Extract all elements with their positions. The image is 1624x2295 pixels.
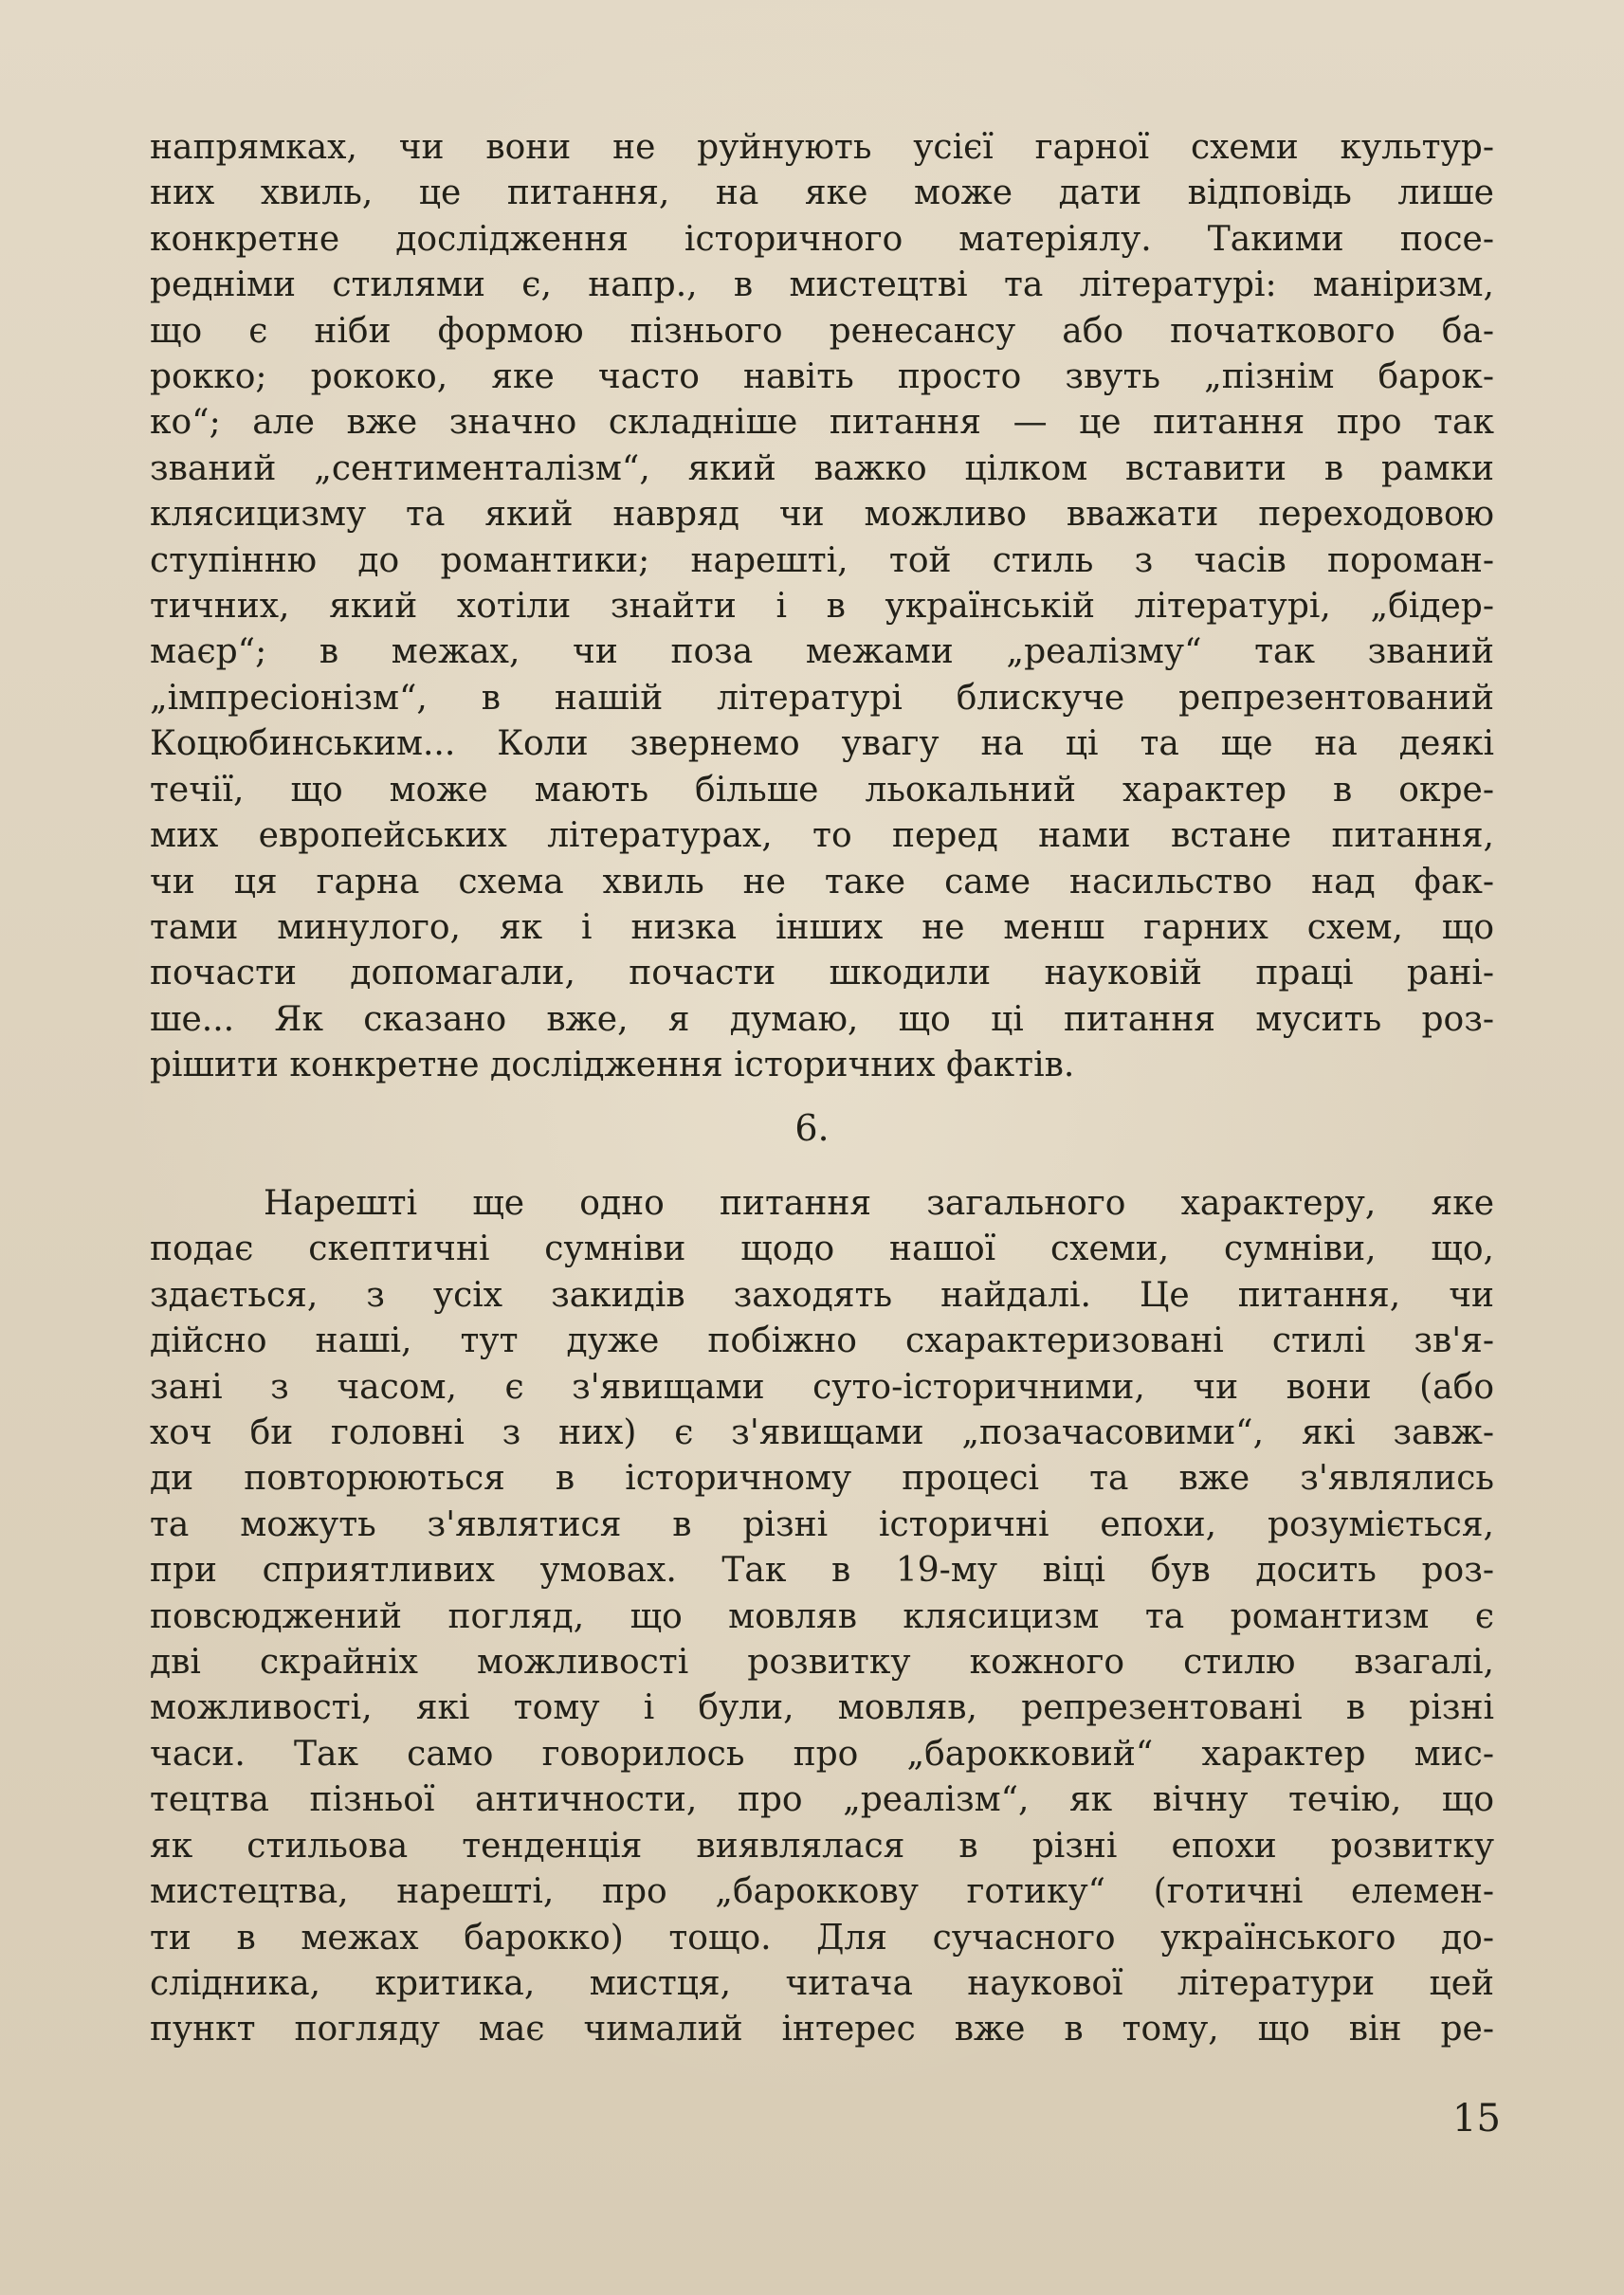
text-line: зані з часом, є з'явищами суто-історичними, чи вони (або — [150, 1367, 1494, 1407]
text-line: хоч би головні з них) є з'явищами „позачасовими“, які завж- — [150, 1413, 1494, 1453]
text-line: пункт погляду має чималий інтерес вже в тому, що він ре- — [150, 2010, 1494, 2049]
text-line: що є ніби формою пізнього ренесансу або початкового ба- — [150, 311, 1494, 351]
text-line: почасти допомагали, почасти шкодили науковій праці рані- — [150, 954, 1494, 993]
text-line: Нарешті ще одно питання загального характеру, яке — [264, 1184, 1494, 1223]
text-line: мих европейських літературах, то перед нами встане питання, — [150, 816, 1494, 856]
text-line: рокко; рококо, яке часто навіть просто звуть „пізнім барок- — [150, 357, 1494, 397]
text-line: подає скептичні сумніви щодо нашої схеми, сумніви, що, — [150, 1229, 1494, 1269]
paragraph-continued — [150, 125, 1494, 1089]
text-line: напрямках, чи вони не руйнують усієї гарної схеми культур- — [150, 128, 1494, 167]
text-line: повсюджений погляд, що мовляв клясицизм та романтизм є — [150, 1596, 1494, 1636]
text-line: рішити конкретне дослідження історичних фактів. — [150, 1046, 1075, 1085]
text-line: тами минулого, як і низка інших не менш гарних схем, що — [150, 907, 1494, 947]
text-line: слідника, критика, мистця, читача наукової літератури цей — [150, 1963, 1494, 2003]
section-number: 6. — [794, 1107, 830, 1149]
text-line: ди повторюються в історичному процесі та вже з'являлись — [150, 1459, 1494, 1499]
text-line: званий „сентименталізм“, який важко цілком вставити в рамки — [150, 448, 1494, 488]
text-line: течії, що може мають більше льокальний характер в окре- — [150, 770, 1494, 810]
text-line: можливості, які тому і були, мовляв, репрезентовані в різні — [150, 1688, 1494, 1728]
text-line: ко“; але вже значно складніше питання — це питання про так — [150, 403, 1494, 443]
text-line: Коцюбинським... Коли звернемо увагу на ці та ще на деякі — [150, 724, 1494, 764]
text-line: часи. Так само говорилось про „барокковий“ характер мис- — [150, 1734, 1494, 1774]
text-line: „імпресіонізм“, в нашій літературі блискуче репрезентований — [150, 678, 1494, 718]
text-line: дійсно наші, тут дуже побіжно схарактеризовані стилі зв'я- — [150, 1321, 1494, 1361]
text-line: дві скрайніх можливості розвитку кожного стилю взагалі, — [150, 1643, 1494, 1683]
text-line: як стильова тенденція виявлялася в різні епохи розвитку — [150, 1826, 1494, 1866]
text-line: ше... Як сказано вже, я думаю, що ці питання мусить роз- — [150, 999, 1494, 1039]
text-line: та можуть з'являтися в різні історичні епохи, розуміється, — [150, 1504, 1494, 1544]
text-line: тецтва пізньої античности, про „реалізм“, як вічну течію, що — [150, 1780, 1494, 1820]
text-line: ступінню до романтики; нарешті, той стиль з часів пороман- — [150, 540, 1494, 580]
text-line: при сприятливих умовах. Так в 19-му віці був досить роз- — [150, 1551, 1494, 1591]
text-line: мистецтва, нарешті, про „бароккову готику“ (готичні елемен- — [150, 1872, 1494, 1912]
text-line: редніми стилями є, напр., в мистецтві та літературі: маніризм, — [150, 265, 1494, 305]
text-line: тичних, який хотіли знайти і в українській літературі, „бідер- — [150, 587, 1494, 627]
text-line: здається, з усіх закидів заходять найдалі. Це питання, чи — [150, 1275, 1494, 1315]
paragraph-section-6 — [150, 1181, 1494, 2053]
text-line: клясицизму та який навряд чи можливо вважати переходовою — [150, 495, 1494, 535]
text-line: них хвиль, це питання, на яке може дати відповідь лише — [150, 173, 1494, 213]
text-line: конкретне дослідження історичного матеріялу. Такими посе- — [150, 219, 1494, 259]
text-line: ти в межах барокко) тощо. Для сучасного українського до- — [150, 1918, 1494, 1958]
text-line: чи ця гарна схема хвиль не таке саме насильство над фак- — [150, 862, 1494, 902]
text-line: маєр“; в межах, чи поза межами „реалізму“ так званий — [150, 632, 1494, 672]
page-number: 15 — [1452, 2097, 1501, 2140]
